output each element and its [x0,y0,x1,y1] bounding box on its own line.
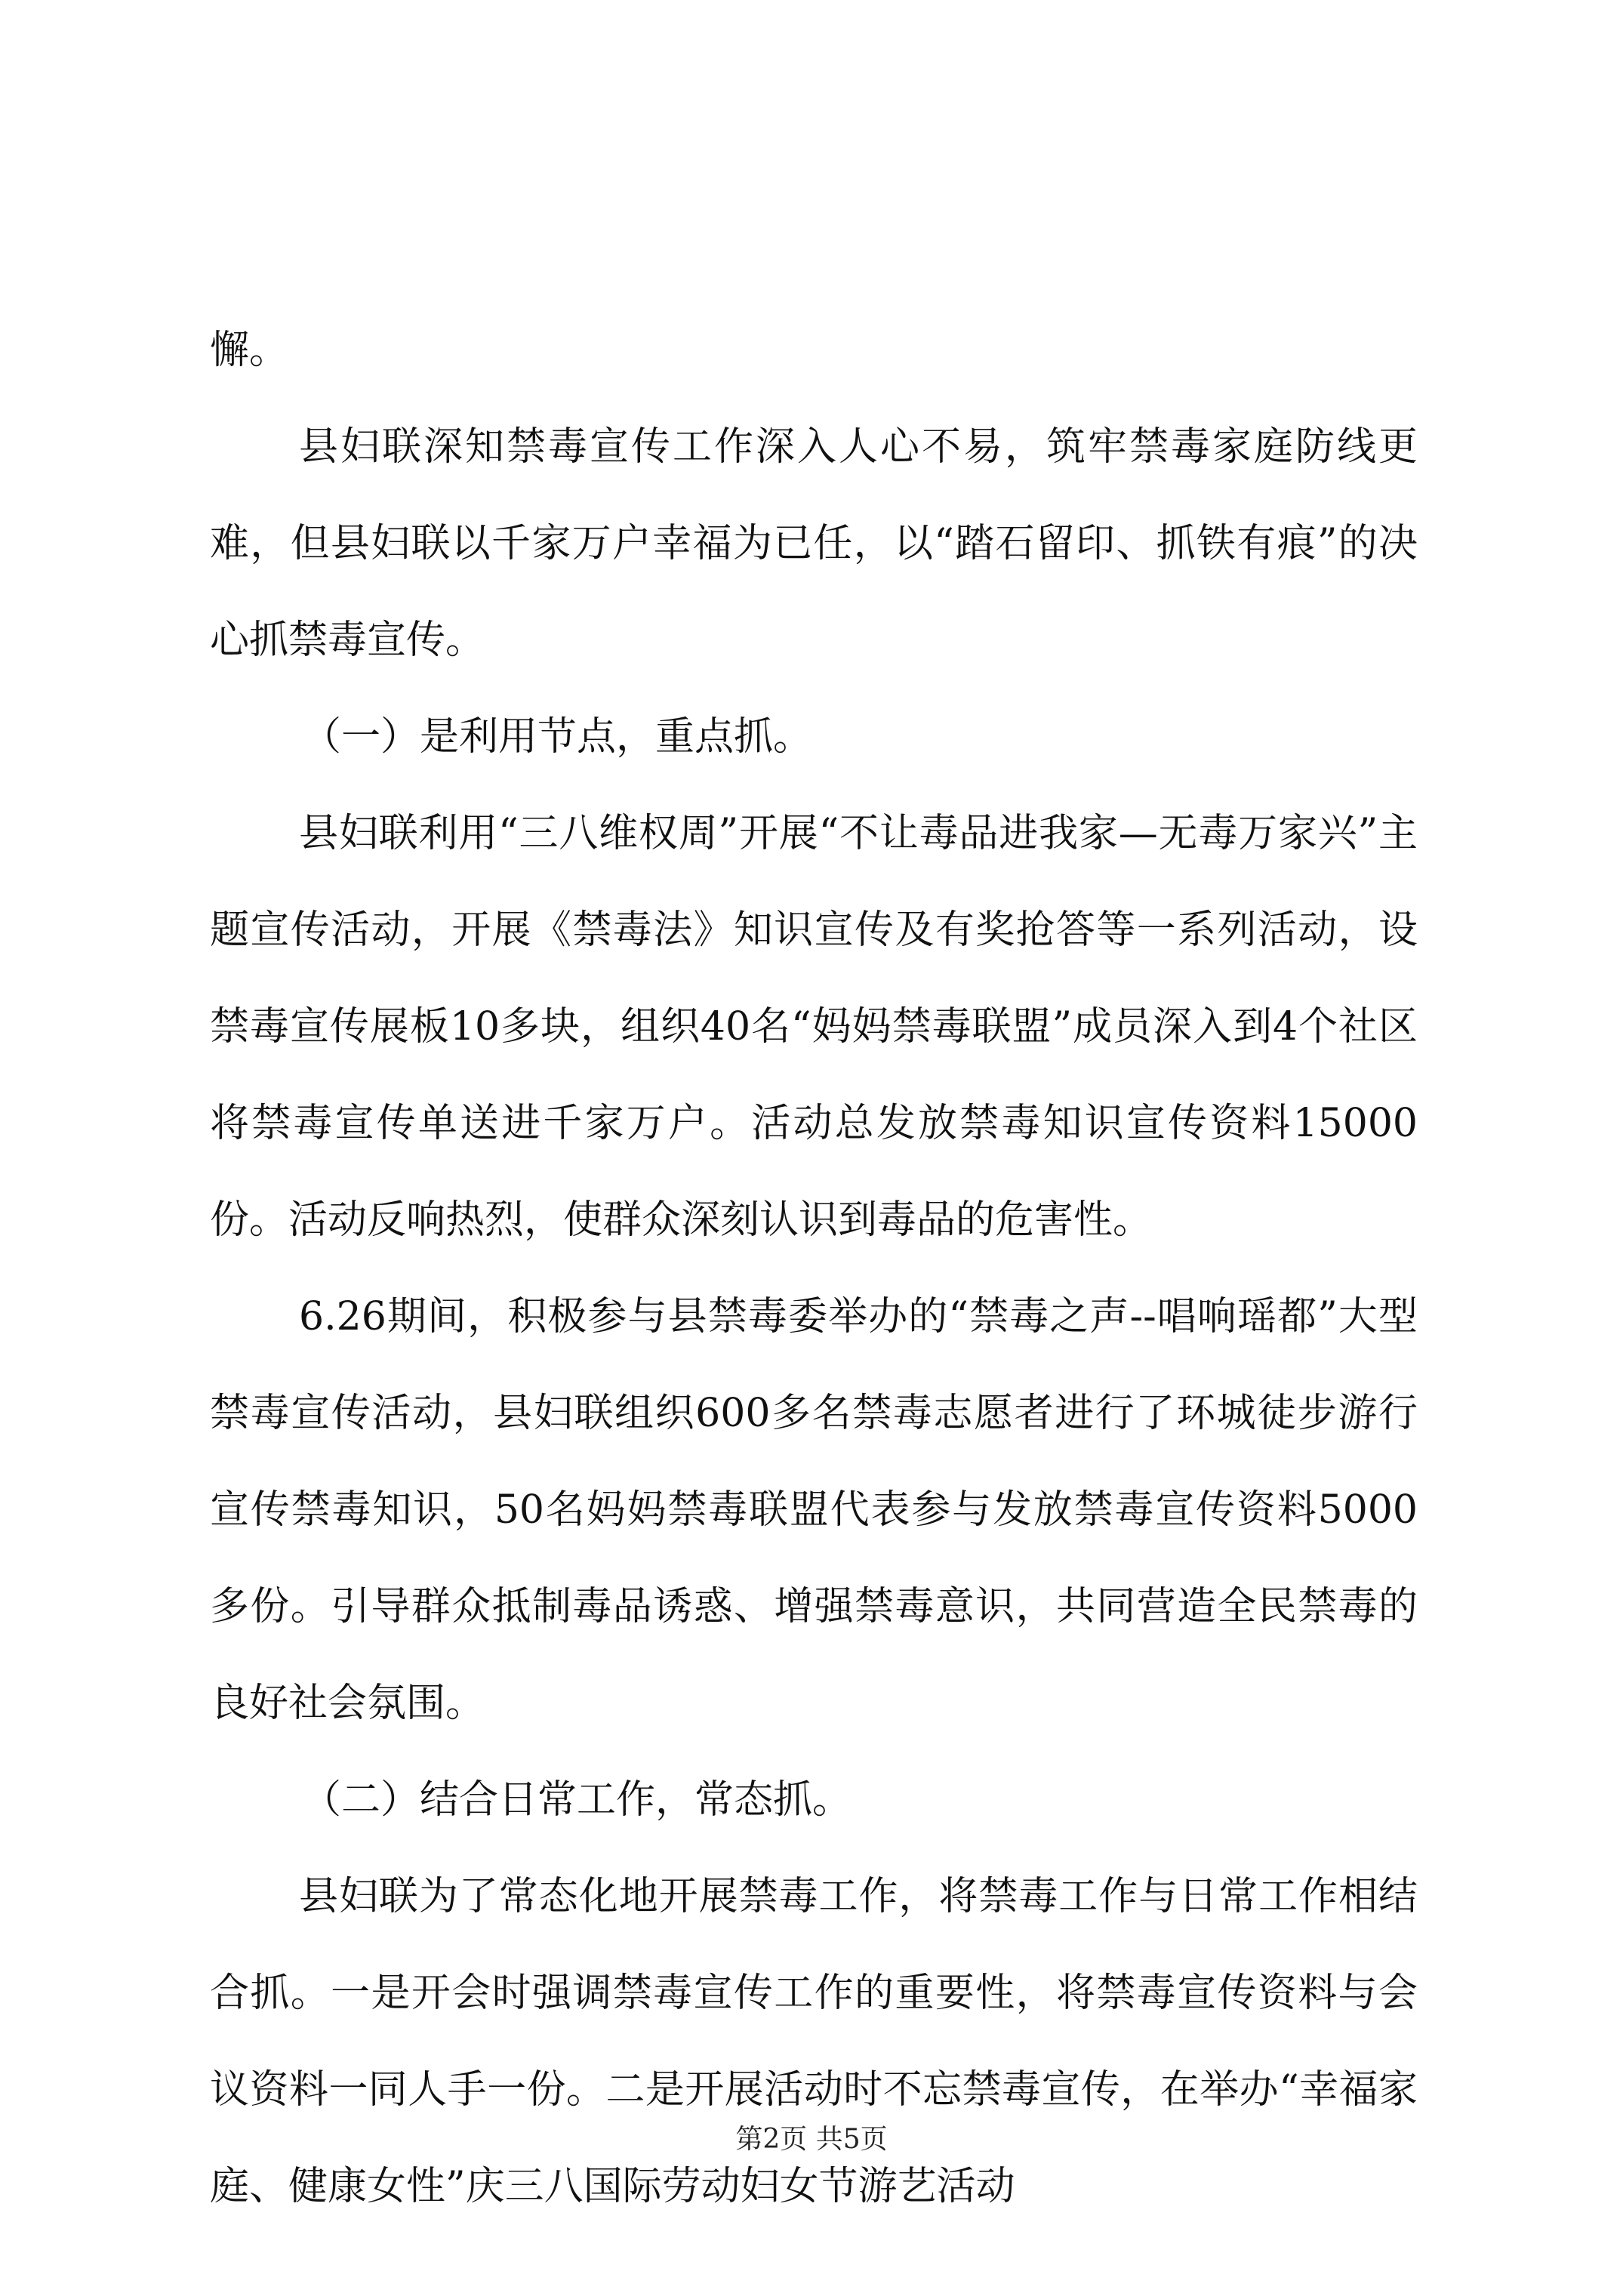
document-body [210,302,1418,2235]
page-footer: 第2页 共5页 [735,2124,888,2155]
section-heading: （一）是利用节点，重点抓。 [302,714,813,760]
paragraph: 县妇联利用“三八维权周”开展“不让毒品进我家—无毒万家兴”主题宣传活动，开展《禁毒法》知识宣传及有奖抢答等一系列活动，设禁毒宣传展板10多块，组织40名“妈妈禁毒联盟”成员深入到4个社区将禁毒宣传单送进千家万户。活动总发放禁毒知识宣传资料15000份。活动反响热烈，使群众深刻认识到毒品的危害性。 [210,811,1418,1243]
section-heading: （二）结合日常工作，常态抓。 [302,1777,852,1823]
paragraph: 县妇联为了常态化地开展禁毒工作，将禁毒工作与日常工作相结合抓。一是开会时强调禁毒宣传工作的重要性，将禁毒宣传资料与会议资料一同人手一份。二是开展活动时不忘禁毒宣传，在举办“幸福家庭、健康女性”庆三八国际劳动妇女节游艺活动 [210,1874,1418,2209]
paragraph: 县妇联深知禁毒宣传工作深入人心不易，筑牢禁毒家庭防线更难，但县妇联以千家万户幸福为已任，以“踏石留印、抓铁有痕”的决心抓禁毒宣传。 [210,424,1418,663]
paragraph-continuation: 懈。 [210,328,289,373]
paragraph: 6.26期间，积极参与县禁毒委举办的“禁毒之声--唱响瑶都”大型禁毒宣传活动，县妇联组织600多名禁毒志愿者进行了环城徒步游行宣传禁毒知识，50名妈妈禁毒联盟代表参与发放禁毒宣传资料5000多份。引导群众抵制毒品诱惑、增强禁毒意识，共同营造全民禁毒的良好社会氛围。 [210,1294,1418,1726]
